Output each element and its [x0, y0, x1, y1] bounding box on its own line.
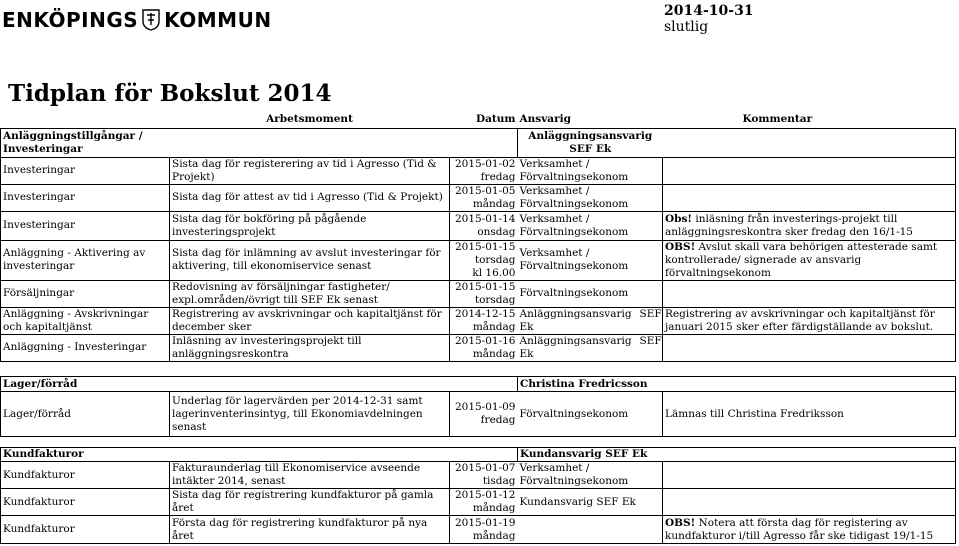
- section-invoices-table: [0, 447, 956, 544]
- section-responsible: Anläggningsansvarig SEF Ek: [518, 128, 663, 157]
- table-row: Investeringar Sista dag för attest av tid i Agresso (Tid & Projekt) 2015-01-05 måndag Verksamhet / Förvaltningsekonom: [1, 184, 956, 211]
- document-meta: [664, 3, 754, 35]
- table-row: Anläggning - Aktivering av investeringar Sista dag för inlämning av avslut investeringar för aktivering, till ekonomiservice senast 2015-01-15 torsdag kl 16.00 Verksamhet / Förvaltningsekonom OBS! Avslut skall vara behörigen attesterade samt kontrollerade/ signerade av ansvarig förvaltningsekonom: [1, 240, 956, 280]
- table-row: Anläggning - Avskrivningar och kapitaltjänst Registrering av avskrivningar och kapitaltjänst för december sker 2014-12-15 måndag Anläggningsansvarig Ek SEF Registrering av avskrivningar och kapitaltjänst för januari 2015 sker efter färdigställande av bokslut.: [1, 307, 956, 334]
- crest-icon: [142, 9, 160, 31]
- section-investments-table: [0, 112, 956, 362]
- table-row: Investeringar Sista dag för bokföring på pågående investeringsprojekt 2015-01-14 onsdag Verksamhet / Förvaltningsekonom Obs! inläsning från investerings-projekt till anläggningsreskontra sker fredag den 16/1-15: [1, 211, 956, 240]
- table-row: Kundfakturor Första dag för registrering kundfakturor på nya året 2015-01-19 måndag OBS! Notera att första dag för registering av kundfakturor i/till Agresso får ske tidigast 19/1-15: [1, 516, 956, 544]
- document-status: slutlig: [664, 19, 709, 35]
- section-responsible: Kundansvarig SEF Ek: [518, 448, 663, 462]
- table-row: Lager/förråd Underlag för lagervärden per 2014-12-31 samt lagerinventerinsintyg, till Ekonomiavdelningen senast 2015-01-09 fredag Förvaltningsekonom Lämnas till Christina Fredriksson: [1, 392, 956, 437]
- logo: [2, 8, 272, 32]
- section-title: Kundfakturor: [1, 448, 170, 462]
- table-row: Anläggning - Investeringar Inläsning av investeringsprojekt till anläggningsreskontra 2015-01-16 måndag Anläggningsansvarig Ek SEF: [1, 334, 956, 361]
- section-title: Anläggningstillgångar / Investeringar: [1, 128, 170, 157]
- table-row: Investeringar Sista dag för registerering av tid i Agresso (Tid & Projekt) 2015-01-02 fredag Verksamhet / Förvaltningsekonom: [1, 157, 956, 184]
- logo-text-left: ENKÖPINGS: [2, 8, 139, 32]
- logo-text-right: KOMMUN: [164, 8, 272, 32]
- table-row: Kundfakturor Fakturaunderlag till Ekonomiservice avseende intäkter 2014, senast 2015-01-07 tisdag Verksamhet / Förvaltningsekonom: [1, 462, 956, 489]
- section-title: Lager/förråd: [1, 377, 170, 392]
- col-header-activity: Arbetsmoment: [266, 113, 353, 126]
- section-inventory-table: [0, 376, 956, 437]
- col-header-date: Datum: [475, 113, 516, 126]
- col-header-comment: Kommentar: [742, 113, 813, 126]
- table-row: Försäljningar Redovisning av försäljningar fastigheter/ expl.områden/övrigt till SEF Ek senast 2015-01-15 torsdag Förvaltningsekonom: [1, 280, 956, 307]
- document-date: 2014-10-31: [664, 3, 754, 19]
- section-responsible: Christina Fredricsson: [518, 377, 663, 392]
- table-row: Kundfakturor Sista dag för registrering kundfakturor på gamla året 2015-01-12 måndag Kundansvarig SEF Ek: [1, 489, 956, 516]
- col-header-responsible: Ansvarig: [519, 113, 571, 126]
- page-title: Tidplan för Bokslut 2014: [8, 80, 332, 107]
